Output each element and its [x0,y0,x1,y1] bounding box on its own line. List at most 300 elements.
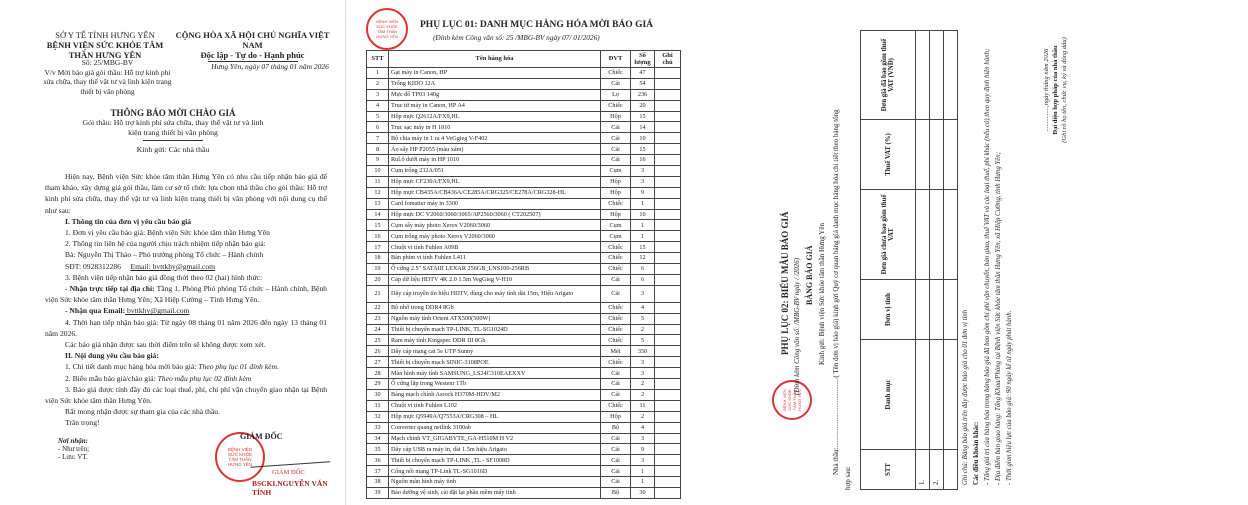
req-1-label: 1. Chi tiết danh mục hàng hóa mời báo giá: [65,362,199,372]
goods-row [367,89,681,100]
goods-unit: Chiếc [601,302,631,313]
goods-note [655,466,681,477]
goods-qty: 3 [631,176,655,187]
goods-name: Hộp mực Q5949A/Q7553A/CRG308 – HL [389,411,601,422]
goods-note [655,335,681,346]
contact-email[interactable]: Email: bvttkhy@gmail.com [130,261,216,271]
goods-row [367,274,681,285]
quote-cell[interactable] [930,120,944,190]
goods-row [367,400,681,411]
recipient-2: - Lưu: VT. [58,453,88,461]
goods-qty: 12 [631,253,655,264]
quote-cell[interactable] [944,31,958,120]
quote-note: Ghi chú: Bảng báo giá trên đây được báo giá cho 01 đơn vị tính [962,309,969,485]
quote-cell[interactable] [916,31,930,120]
nation-title: CỘNG HÒA XÃ HỘI CHỦ NGHĨA VIỆT NAM [175,30,330,50]
goods-stt: 33 [367,422,389,433]
goods-row [367,455,681,466]
goods-stt: 11 [367,176,389,187]
goods-note [655,477,681,488]
goods-note [655,302,681,313]
goods-qty: 4 [631,302,655,313]
department-name: SỞ Y TẾ TỈNH HƯNG YÊN [55,30,155,40]
goods-qty: 10 [631,209,655,220]
goods-name: Dây cáp truyền tín hiệu HDTV, dùng cho máy tính dài 15m, Hiệu Arigato [389,285,601,302]
contact-phone: SĐT: 0928312286 [65,261,121,271]
goods-name: Ram máy tính Kingspec DDR III 8Gb [389,335,601,346]
quote-row-stt: 1. [916,450,930,490]
goods-note [655,444,681,455]
goods-qty: 1 [631,220,655,231]
goods-stt: 38 [367,477,389,488]
goods-note [655,400,681,411]
goods-unit: Cái [601,433,631,444]
goods-unit: Chiếc [601,242,631,253]
goods-qty: 47 [631,68,655,79]
goods-name: Trống KIDO 12A [389,78,601,89]
goods-qty: 3 [631,357,655,368]
contact-person: Bà: Nguyễn Thị Thảo – Phó trưởng phòng Tổ chức – Hành chính [65,250,264,260]
goods-name: Cụm trống máy photo Xerox V2060/3060 [389,231,601,242]
goods-name: Cụm trống 232A/051 [389,166,601,177]
goods-qty: 3 [631,455,655,466]
goods-stt: 10 [367,166,389,177]
qcol-price-inc-vat: Đơn giá đã bao gồm thuế VAT (VNĐ) [861,31,916,120]
goods-note [655,144,681,155]
goods-row [367,242,681,253]
qcol-stt: STT [861,450,916,490]
stamp-text: BỆNH VIỆN SỨC KHỎE TÂM THẦN HƯNG YÊN [227,447,253,467]
goods-note [655,78,681,89]
goods-unit: Bộ [601,422,631,433]
goods-stt: 12 [367,187,389,198]
goods-name: Trục sạc máy in H 1010 [389,122,601,133]
quote-cell[interactable] [916,190,930,280]
goods-row [367,198,681,209]
recipient-1: - Như trên; [58,445,90,453]
goods-unit: Cái [601,444,631,455]
goods-note [655,209,681,220]
goods-note [655,422,681,433]
goods-row [367,477,681,488]
goods-name: Hộp mực Q2612A/FX9,HL [389,111,601,122]
goods-unit: Chiếc [601,324,631,335]
sign-date: ...............,ngày tháng năm 2026 [1043,48,1050,132]
goods-name: Rul.ô dưới máy in HP 1010 [389,155,601,166]
item-2: 2. Thông tin liên hệ của người chịu trách nhiệm tiếp nhận báo giá: [65,239,266,249]
goods-row [367,78,681,89]
qcol-price-ex-vat: Đơn giá chưa bao gồm thuế VAT [861,190,916,280]
goods-row [367,209,681,220]
goods-stt: 15 [367,220,389,231]
goods-note [655,285,681,302]
goods-stt: 36 [367,455,389,466]
goods-stt: 17 [367,242,389,253]
goods-qty: 2 [631,324,655,335]
goods-row [367,100,681,111]
goods-name: Nguồn máy tính Orient ATX500(500W) [389,313,601,324]
goods-stt: 2 [367,78,389,89]
goods-row [367,357,681,368]
goods-unit: Chiếc [601,198,631,209]
goods-qty: 6 [631,274,655,285]
goods-note [655,389,681,400]
goods-qty: 10 [631,133,655,144]
goods-name: Cổng nối mạng TP-Link TL-SG1016D [389,466,601,477]
goods-unit: Chiếc [601,68,631,79]
col-unit: ĐVT [601,51,631,68]
goods-name: Thiết bị chuyển mạch TP-LINK, TL-SG1024D [389,324,601,335]
goods-unit: Chiếc [601,400,631,411]
goods-name: Dây cáp mạng cat 5e UTP Sunny [389,346,601,357]
goods-qty: 15 [631,111,655,122]
goods-qty: 1 [631,198,655,209]
goods-unit: Chiếc [601,253,631,264]
goods-stt: 7 [367,133,389,144]
req-2-label: 2. Biểu mẫu báo giá/chào giá: [65,373,158,383]
goods-qty: 3 [631,166,655,177]
goods-stt: 32 [367,411,389,422]
appendix-2-stamp-text: BỆNH VIỆN SỨC KHỎE TÂM THẦN HƯNG YÊN [782,389,802,411]
goods-unit: Chiếc [601,100,631,111]
goods-note [655,198,681,209]
goods-stt: 30 [367,389,389,400]
item-3b-email[interactable]: bvttkhy@gmail.com [125,306,190,316]
goods-stt: 26 [367,346,389,357]
document-subject: V/v Mời báo giá gói thầu: Hỗ trợ kinh phí sửa chữa, thay thế vật tư và linh kiện trang thiết bị văn phòng [43,67,172,96]
goods-row [367,324,681,335]
goods-stt: 27 [367,357,389,368]
req-1 [45,361,327,372]
sign-note: (Ghi rõ họ tên, chức vụ, ký và đóng dấu) [1061,37,1068,143]
appendix-2-page [760,0,1248,505]
goods-unit: Cái [601,133,631,144]
goods-qty: 1 [631,231,655,242]
goods-stt: 34 [367,433,389,444]
qcol-item: Danh mục [861,340,916,450]
quote-cell[interactable] [944,340,958,450]
goods-note [655,68,681,79]
goods-name: Cụm sấy máy photo Xerox V2060/3060 [389,220,601,231]
goods-name: Hộp mực CF230A/FX9,HL [389,176,601,187]
goods-qty: 54 [631,78,655,89]
goods-qty: 16 [631,155,655,166]
term-2: - Địa điểm bàn giao hàng: Tổng Khoa/Phòng tại Bệnh viện Sức khỏe tâm thần Hưng Yên, xã Hiệp Cường, tỉnh Hưng Yên; [995,152,1002,485]
goods-qty: 2 [631,411,655,422]
item-3a [45,283,327,305]
quote-row [930,31,944,490]
quote-row-stt: 2. [930,450,944,490]
appendix-stamp-icon [366,8,408,50]
document-number: Số: 25/MBG-BV [81,58,134,67]
goods-name: Ổ cứng 2.5" SATAIII LEXAR 256GB_LNS100-256RB [389,264,601,275]
goods-row [367,176,681,187]
goods-name: Bảng mạch chính Asrock H370M-HDV/M2 [389,389,601,400]
item-4: 4. Thời hạn tiếp nhận báo giá: Từ ngày 08 tháng 01 năm 2026 đến ngày 13 tháng 01 năm 2026. [45,317,327,338]
goods-note [655,433,681,444]
goods-qty: 11 [631,400,655,411]
goods-stt: 14 [367,209,389,220]
quote-row [916,31,930,490]
goods-row [367,487,681,498]
goods-unit: Cái [601,455,631,466]
quote-cell[interactable] [944,280,958,340]
goods-stt: 1 [367,68,389,79]
goods-name: Dây cáp USB ra máy in, dài 1.5m hiệu Arigato [389,444,601,455]
quote-cell[interactable] [916,120,930,190]
goods-name: Hộp mực CB435A/CB436A/CE285A/CRG325/CE278A/CRG328-HL [389,187,601,198]
goods-stt: 9 [367,155,389,166]
appendix-1-page [348,0,758,505]
goods-qty: 1 [631,466,655,477]
quote-cell[interactable] [930,340,944,450]
goods-note [655,411,681,422]
goods-unit: Hộp [601,209,631,220]
goods-stt: 23 [367,313,389,324]
goods-stt: 39 [367,487,389,498]
quote-cell[interactable] [930,190,944,280]
goods-unit: Cái [601,78,631,89]
quote-footnotes [960,25,1015,485]
letter-page [0,0,346,505]
appendix-1-title: PHỤ LỤC 01: DANH MỤC HÀNG HÓA MỜI BÁO GIÁ [420,20,654,30]
goods-qty: 1 [631,477,655,488]
goods-qty: 3 [631,285,655,302]
goods-note [655,379,681,390]
goods-qty: 2 [631,379,655,390]
goods-stt: 6 [367,122,389,133]
goods-unit: Chiếc [601,357,631,368]
intro-paragraph: Hiện nay, Bệnh viện Sức khỏe tâm thần Hưng Yên có nhu cầu tiếp nhận báo giá để tham khảo, xây dựng giá gói thầu, làm cơ sở tổ chức lựa chọn nhà thầu cho gói thầu: Hỗ trợ kinh phí sửa chữa, thay thế vật tư và linh kiện trang thiết bị văn phòng với nội dung cụ thể như sau: [45,172,327,215]
goods-row [367,368,681,379]
item-3b [45,305,327,316]
goods-row [367,335,681,346]
greeting: Kính gửi: Các nhà thầu [136,145,210,154]
goods-unit: Cụm [601,166,631,177]
goods-note [655,176,681,187]
goods-note [655,111,681,122]
item-3: 3. Bệnh viện tiếp nhận báo giá đồng thời theo 02 (hai) hình thức: [65,272,263,282]
goods-qty: 15 [631,242,655,253]
goods-unit: Cái [601,144,631,155]
goods-row [367,111,681,122]
goods-unit: Cái [601,379,631,390]
sign-title: Đại diện hợp pháp của nhà thầu [1052,45,1059,135]
goods-row [367,133,681,144]
col-qty: Số lượng [631,51,655,68]
goods-row [367,444,681,455]
goods-note [655,187,681,198]
goods-name: Thiết bị chuyển mạch TP-LINK ,TL - SF1008D [389,455,601,466]
goods-name: Cáp dữ liệu HDTV 4K 2.0 1.5m VegGieg V-H10 [389,274,601,285]
quote-table-header [861,31,916,490]
national-motto: Độc lập - Tự do - Hạnh phúc [200,50,305,60]
goods-qty: 9 [631,444,655,455]
goods-qty: 15 [631,144,655,155]
goods-unit: Cái [601,285,631,302]
goods-unit: Mét [601,346,631,357]
goods-note [655,264,681,275]
goods-name: Ổ cứng lắp trong Westenr 1Tb [389,379,601,390]
goods-unit: Bộ [601,487,631,498]
goods-stt: 22 [367,302,389,313]
goods-unit: Chiếc [601,264,631,275]
goods-stt: 13 [367,198,389,209]
goods-row [367,220,681,231]
goods-row [367,466,681,477]
goods-name: Áo sấy HP P2055 (màu xám) [389,144,601,155]
recipients-block [58,437,89,461]
goods-row [367,389,681,400]
goods-qty: 4 [631,422,655,433]
quote-table [860,30,958,490]
goods-name: Màn hình máy tính SAMSUNG_LS24C310EAEXXV [389,368,601,379]
package-block [0,118,346,155]
req-2-value: Theo mẫu phụ lục 02 đính kèm [157,373,252,383]
bidder-line: Nhà thầu:........................................( Tên đơn vị báo giá) kính gửi Quý cơ quan bảng giá danh mục hàng hóa chi tiết theo bảng tổng [832,109,840,475]
goods-row [367,302,681,313]
goods-name: Thiết bị chuyển mạch SINIC-3108POE [389,357,601,368]
goods-unit: Chiếc [601,313,631,324]
goods-qty: 3 [631,433,655,444]
goods-stt: 24 [367,324,389,335]
term-3: - Thời gian hiệu lực của báo giá: 90 ngày kể từ ngày phát hành. [1006,310,1013,485]
goods-stt: 19 [367,264,389,275]
goods-row [367,346,681,357]
regards-line: Trân trọng! [65,418,100,428]
col-note: Ghi chú [655,51,681,68]
rotated-content [760,0,1248,505]
goods-row [367,313,681,324]
goods-note [655,368,681,379]
item-3a-label: - Nhận trực tiếp tại địa chỉ: [65,284,155,294]
goods-note [655,133,681,144]
goods-unit: Cái [601,155,631,166]
goods-name: Converter quang netlink 3100ab [389,422,601,433]
goods-note [655,122,681,133]
goods-unit: Cái [601,466,631,477]
goods-note [655,274,681,285]
goods-stt: 4 [367,100,389,111]
issuer-header [40,30,170,60]
goods-stt: 35 [367,444,389,455]
quote-cell[interactable] [916,340,930,450]
quote-cell[interactable] [930,280,944,340]
goods-row [367,144,681,155]
goods-note [655,89,681,100]
goods-unit: Hộp [601,187,631,198]
recipients-label: Nơi nhận: [58,437,89,445]
goods-unit: Cái [601,477,631,488]
reference-block [40,58,175,96]
goods-unit: Lọ [601,89,631,100]
goods-row [367,166,681,177]
goods-note [655,242,681,253]
hospital-name: BỆNH VIỆN SỨC KHỎE TÂM THẦN HƯNG YÊN [46,40,164,60]
goods-name: Hộp mực DC V2060/3060/3065/AP2560/3060 ( CT202507) [389,209,601,220]
director-title-stamp: GIÁM ĐỐC [272,469,305,476]
item-3b-label: - Nhận qua Email: [65,306,126,316]
quote-row-stt [944,450,958,490]
goods-name: Gạt máy in Canon, HP [389,68,601,79]
goods-stt: 29 [367,379,389,390]
goods-unit: Hộp [601,111,631,122]
goods-name: Bộ nhớ trong DDR4 8Gb [389,302,601,313]
goods-stt: 31 [367,400,389,411]
goods-note [655,487,681,498]
goods-row [367,379,681,390]
goods-qty: 5 [631,335,655,346]
goods-qty: 20 [631,100,655,111]
quote-cell[interactable] [916,280,930,340]
appendix-2-subtitle: (Đính kèm Công văn số: /MBG-BV ngày / /2026) [793,257,801,395]
appendix-1-subtitle: (Đính kèm Công văn số: 25 /MBG-BV ngày 07/ 01/2026) [433,33,600,42]
goods-unit: Cái [601,368,631,379]
col-stt: STT [367,51,389,68]
goods-stt: 18 [367,253,389,264]
goods-name: Bàn phím vi tính Fuhlen L411 [389,253,601,264]
appendix-stamp-text: BỆNH VIỆN SỨC KHỎE TÂM THẦN HƯNG YÊN [376,19,398,39]
goods-unit: Cái [601,389,631,400]
goods-unit: Cụm [601,220,631,231]
goods-note [655,253,681,264]
goods-row [367,68,681,79]
goods-stt: 16 [367,231,389,242]
goods-stt: 8 [367,144,389,155]
quote-heading: BẢNG BÁO GIÁ [805,245,814,305]
goods-qty: 5 [631,313,655,324]
letter-body [45,171,327,429]
goods-name: Bảo dưỡng vệ sinh, cài đặt lại phần mềm máy tính [389,487,601,498]
goods-name: Mạch chính VT_GIGABYTE_GA-H510M H V2 [389,433,601,444]
national-header [165,30,340,62]
bidder-line-2: hợp sau: [844,466,852,490]
goods-unit: Cái [601,122,631,133]
quote-cell[interactable] [930,31,944,120]
qcol-unit: Đơn vị tính [861,280,916,340]
goods-note [655,455,681,466]
goods-row [367,155,681,166]
quote-row [944,31,958,490]
goods-note [655,166,681,177]
goods-qty: 3 [631,368,655,379]
section-2-heading: II. Nội dung yêu cầu báo giá: [65,351,159,361]
goods-name: Mực đổ TP03 140g [389,89,601,100]
quote-cell[interactable] [944,120,958,190]
goods-unit: Cụm [601,231,631,242]
section-1-heading: I. Thông tin của đơn vị yêu cầu báo giá [65,216,192,226]
goods-row [367,253,681,264]
quote-cell[interactable] [944,190,958,280]
goods-qty: 350 [631,346,655,357]
goods-row [367,422,681,433]
goods-qty: 6 [631,264,655,275]
term-1: - Tổng giá trị của hàng hóa trong bảng báo giá đã bao gồm chi phí vận chuyển, bàn giao, thuế VAT và các loại thuế, phí khác (nếu có) theo quy định hiện hành; [984,48,991,485]
goods-unit: Cái [601,274,631,285]
goods-stt: 28 [367,368,389,379]
contact-line [45,261,327,272]
goods-name: Trục từ máy in Canon, HP A4 [389,100,601,111]
letter-title: THÔNG BÁO MỜI CHÀO GIÁ [110,108,236,118]
item-4-note: Các báo giá nhận được sau thời điểm trên sẽ không được xem xét. [65,340,266,350]
goods-row [367,433,681,444]
goods-name: Nguồn màn hình máy tính [389,477,601,488]
goods-name: Chuột vi tính Fuhlen L102 [389,400,601,411]
goods-stt: 3 [367,89,389,100]
goods-row [367,264,681,275]
goods-note [655,231,681,242]
goods-note [655,313,681,324]
